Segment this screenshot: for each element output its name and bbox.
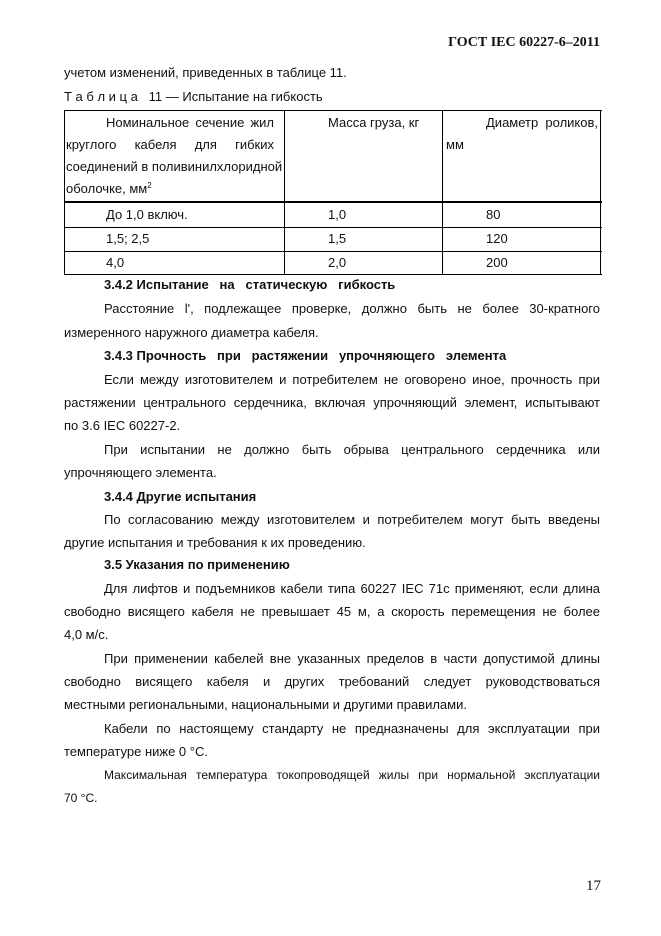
- s343-p1-line-2: растяжении центрального сердечника, включая упрочняющий элемент, испытывают: [64, 395, 600, 410]
- row-3-diameter: 200: [486, 255, 508, 270]
- row-3-section: 4,0: [106, 255, 125, 270]
- header-section-line-2: круглого кабеля для гибких: [66, 137, 274, 152]
- s35-p1-line-2: свободно висящего кабеля не превышает 45 м, а скорость перемещения не более: [64, 604, 600, 619]
- row-2-section: 1,5; 2,5: [106, 231, 150, 246]
- s35-p4-line-2: 70 °С.: [64, 791, 98, 805]
- table-caption: Т а б л и ц а 11 — Испытание на гибкость: [64, 89, 323, 104]
- s35-p1-line-1: Для лифтов и подъемников кабели типа 60227 IEC 71с применяют, если длина: [104, 581, 600, 596]
- s343-p1-line-3: по 3.6 IEC 60227-2.: [64, 418, 181, 433]
- row-1-section: До 1,0 включ.: [106, 207, 188, 222]
- s35-p4-line-1: Максимальная температура токопроводящей жилы при нормальной эксплуатации: [104, 768, 600, 782]
- row-1-diameter: 80: [486, 207, 501, 222]
- s343-p2-line-2: упрочняющего элемента.: [64, 465, 217, 480]
- intro-line: учетом изменений, приведенных в таблице 11.: [64, 65, 347, 80]
- s35-p3-line-1: Кабели по настоящему стандарту не предназначены для эксплуатации при: [104, 721, 600, 736]
- flex-test-table: [64, 110, 602, 275]
- s35-p1-line-3: 4,0 м/с.: [64, 627, 109, 642]
- s342-p1-line-1: Расстояние l', подлежащее проверке, должно быть не более 30-кратного: [104, 301, 600, 316]
- s343-p2-line-1: При испытании не должно быть обрыва центрального сердечника или: [104, 442, 600, 457]
- s35-p2-line-1: При применении кабелей вне указанных пределов в части допустимой длины: [104, 651, 600, 666]
- s344-p1-line-1: По согласованию между изготовителем и потребителем могут быть введены: [104, 512, 600, 527]
- header-mass: Масса груза, кг: [328, 115, 420, 130]
- s343-p1-line-1: Если между изготовителем и потребителем не оговорено иное, прочность при: [104, 372, 600, 387]
- s35-p3-line-2: температуре ниже 0 °С.: [64, 744, 208, 759]
- s35-p2-line-2: свободно висящего кабеля и других требований следует руководствоваться: [64, 674, 600, 689]
- header-diameter-line-2: мм: [446, 137, 464, 152]
- header-section-line-3: соединений в поливинилхлоридной: [66, 159, 283, 174]
- row-2-mass: 1,5: [328, 231, 347, 246]
- header-section-line-4: оболочке, $мм^2$: [66, 181, 152, 196]
- s344-p1-line-2: другие испытания и требования к их проведению.: [64, 535, 366, 550]
- heading-3-4-2: 3.4.2 Испытание на статическую гибкость: [104, 277, 396, 292]
- row-2-diameter: 120: [486, 231, 508, 246]
- heading-3-5: 3.5 Указания по применению: [104, 557, 290, 572]
- page-number: 17: [586, 878, 601, 894]
- s342-p1-line-2: измеренного наружного диаметра кабеля.: [64, 325, 319, 340]
- heading-3-4-3: 3.4.3 Прочность при растяжении упрочняющего элемента: [104, 348, 507, 363]
- row-3-mass: 2,0: [328, 255, 347, 270]
- document-header: ГОСТ IEC 60227-6–2011: [448, 35, 600, 50]
- s35-p2-line-3: местными региональными, национальными и другими правилами.: [64, 697, 467, 712]
- row-1-mass: 1,0: [328, 207, 347, 222]
- header-section-line-1: Номинальное сечение жил: [106, 115, 274, 130]
- header-diameter-line-1: Диаметр роликов,: [486, 115, 598, 130]
- heading-3-4-4: 3.4.4 Другие испытания: [104, 489, 257, 504]
